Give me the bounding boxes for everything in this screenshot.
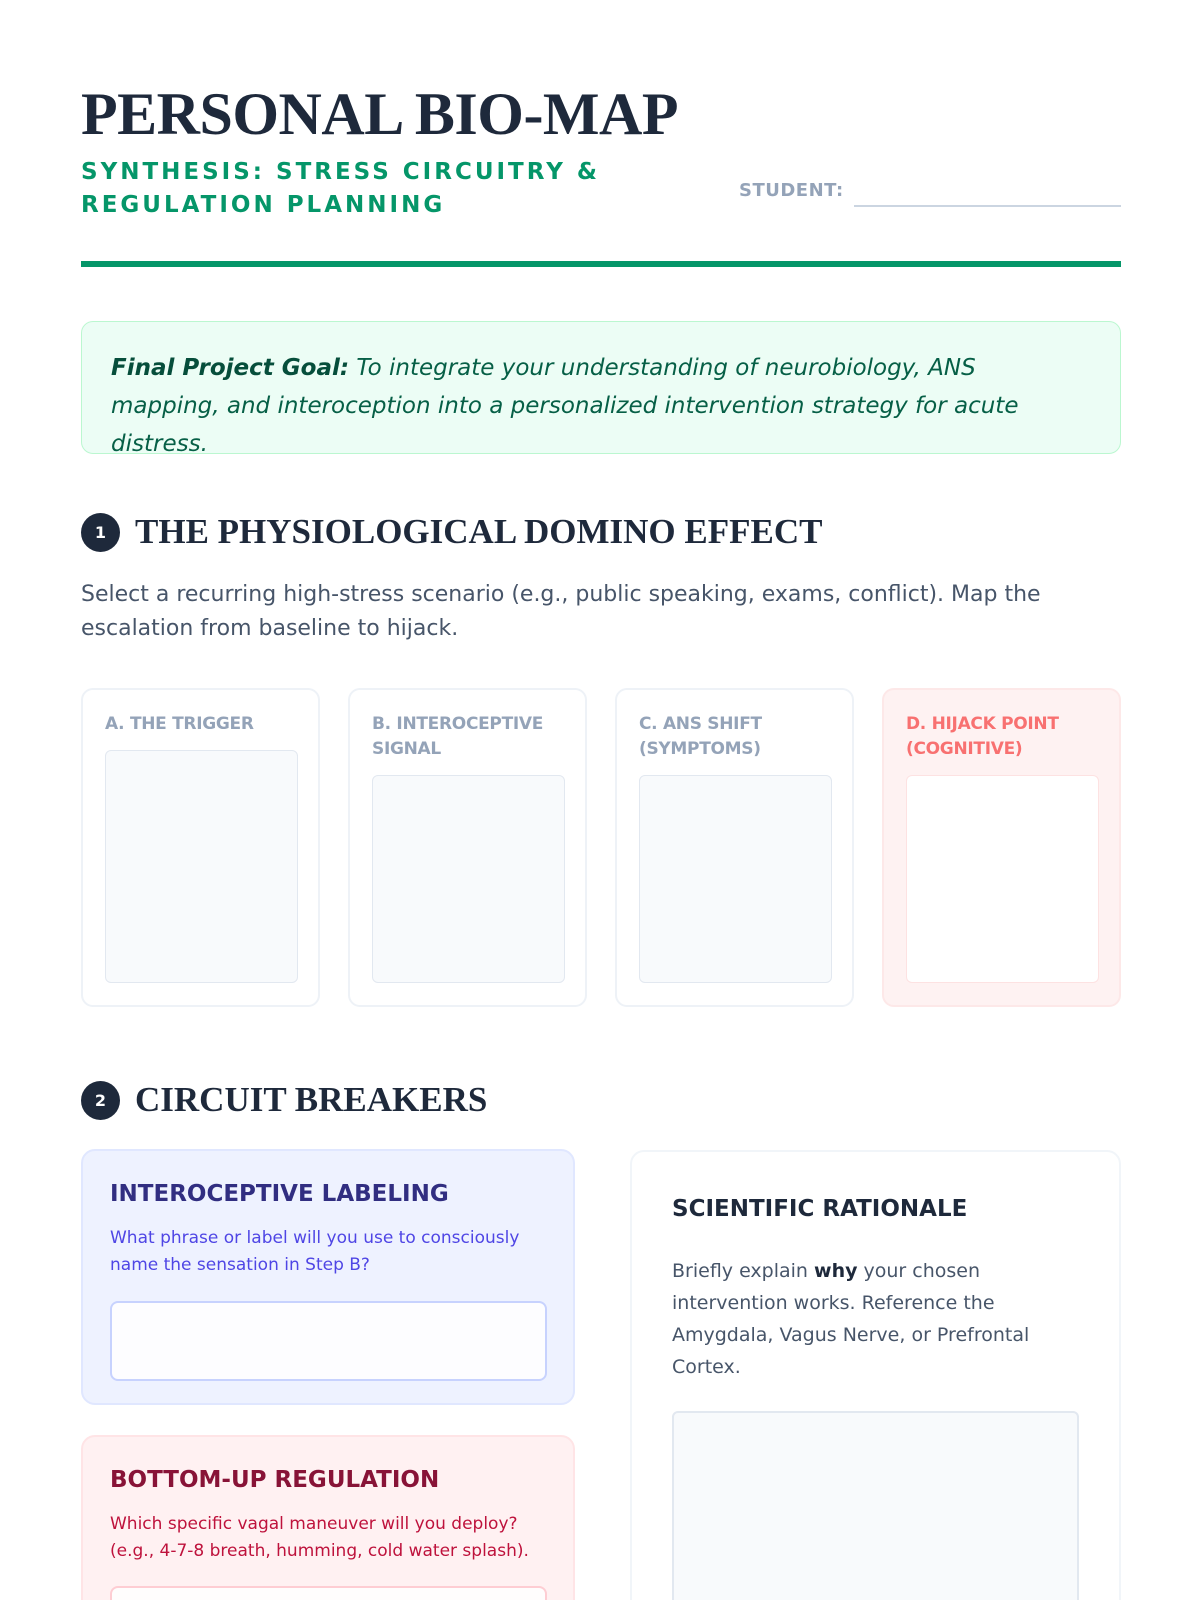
page-title: PERSONAL BIO-MAP (81, 81, 679, 147)
domino-card-interoceptive-signal (348, 688, 587, 1007)
header-divider (81, 261, 1121, 267)
interoceptive-signal-answer-box[interactable] (372, 775, 565, 983)
card-label: D. HIJACK POINT (COGNITIVE) (906, 714, 1059, 759)
card-label: B. INTEROCEPTIVE SIGNAL (372, 714, 544, 759)
project-goal-callout (81, 321, 1121, 457)
panel-prompt: What phrase or label will you use to consciously name the sensation in Step B? (110, 1228, 520, 1275)
domino-card-hijack-point (882, 688, 1121, 1007)
domino-card-trigger (81, 688, 320, 1007)
section-number-badge: 1 (81, 513, 120, 552)
section-number-badge: 2 (81, 1081, 120, 1120)
bottom-up-regulation-panel (81, 1435, 575, 1600)
card-label: C. ANS SHIFT (SYMPTOMS) (639, 714, 762, 759)
scientific-rationale-panel (630, 1150, 1121, 1600)
vagal-maneuver-input[interactable] (110, 1586, 547, 1600)
student-label: STUDENT: (739, 180, 844, 201)
ans-shift-answer-box[interactable] (639, 775, 832, 983)
panel-title: SCIENTIFIC RATIONALE (672, 1196, 968, 1222)
rationale-answer-box[interactable] (672, 1411, 1079, 1600)
section-title: CIRCUIT BREAKERS (135, 1080, 488, 1119)
goal-label: Final Project Goal: (111, 355, 350, 381)
section-1-header (81, 512, 822, 552)
student-name-field[interactable] (854, 205, 1121, 207)
hijack-point-answer-box[interactable] (906, 775, 1099, 983)
section-title: THE PHYSIOLOGICAL DOMINO EFFECT (135, 512, 823, 551)
card-label: A. THE TRIGGER (105, 714, 254, 734)
trigger-answer-box[interactable] (105, 750, 298, 983)
panel-title: INTEROCEPTIVE LABELING (110, 1181, 449, 1207)
page-subtitle: SYNTHESIS: STRESS CIRCUITRY & REGULATION PLANNING (81, 159, 600, 218)
interoceptive-labeling-panel (81, 1149, 575, 1405)
domino-card-ans-shift (615, 688, 854, 1007)
section-2-header (81, 1080, 487, 1120)
interoceptive-label-input[interactable] (110, 1301, 547, 1381)
goal-text: To integrate your understanding of neurobiology, ANS mapping, and interoception into a personalized intervention strategy for acute distress. (111, 355, 1019, 457)
panel-prompt: Which specific vagal maneuver will you deploy? (e.g., 4-7-8 breath, humming, cold water splash). (110, 1514, 529, 1561)
panel-title: BOTTOM-UP REGULATION (110, 1467, 440, 1493)
section-description: Select a recurring high-stress scenario (e.g., public speaking, exams, conflict). Map the escalation from baseline to hijack. (81, 582, 1041, 641)
panel-prompt: Briefly explain why your chosen intervention works. Reference the Amygdala, Vagus Nerve, or Prefrontal Cortex. (672, 1260, 1030, 1378)
